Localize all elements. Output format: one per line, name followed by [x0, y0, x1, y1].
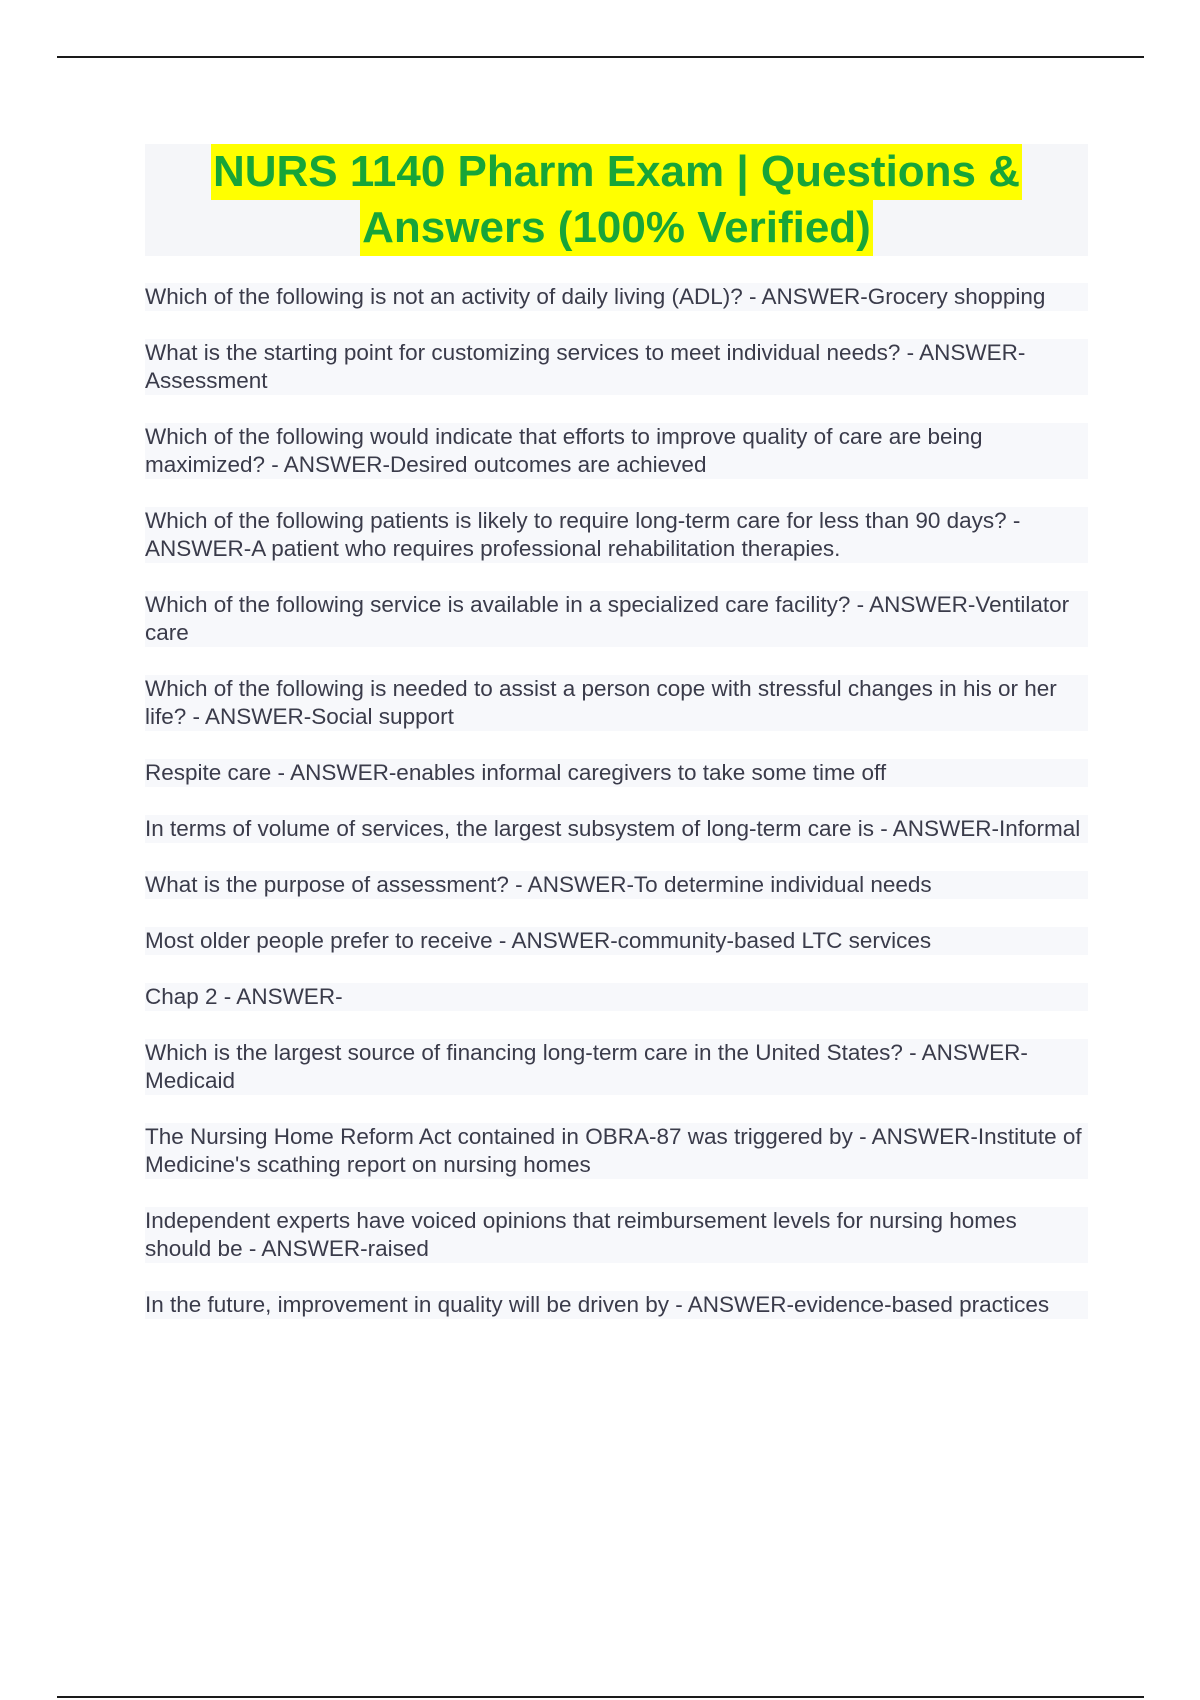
- bottom-rule: [57, 1696, 1144, 1698]
- qa-entry: Which of the following is not an activity of daily living (ADL)? - ANSWER-Grocery shopping: [145, 283, 1088, 311]
- qa-entry: Which of the following patients is likely to require long-term care for less than 90 days? - ANSWER-A patient who requires professional rehabilitation therapies.: [145, 507, 1088, 563]
- qa-entry: Most older people prefer to receive - ANSWER-community-based LTC services: [145, 927, 1088, 955]
- document-title: [145, 144, 1088, 256]
- title-line-1: NURS 1140 Pharm Exam | Questions &: [211, 144, 1022, 200]
- top-rule: [57, 56, 1144, 58]
- qa-entry: Respite care - ANSWER-enables informal caregivers to take some time off: [145, 759, 1088, 787]
- qa-entry: The Nursing Home Reform Act contained in OBRA-87 was triggered by - ANSWER-Institute of Medicine's scathing report on nursing homes: [145, 1123, 1088, 1179]
- qa-entry: What is the purpose of assessment? - ANSWER-To determine individual needs: [145, 871, 1088, 899]
- qa-entry: Chap 2 - ANSWER-: [145, 983, 1088, 1011]
- qa-entry: In the future, improvement in quality will be driven by - ANSWER-evidence-based practices: [145, 1291, 1088, 1319]
- qa-list: [145, 283, 1088, 1347]
- qa-entry: What is the starting point for customizing services to meet individual needs? - ANSWER-Assessment: [145, 339, 1088, 395]
- qa-entry: Which of the following would indicate that efforts to improve quality of care are being maximized? - ANSWER-Desired outcomes are achieved: [145, 423, 1088, 479]
- qa-entry: In terms of volume of services, the largest subsystem of long-term care is - ANSWER-Informal: [145, 815, 1088, 843]
- qa-entry: Independent experts have voiced opinions that reimbursement levels for nursing homes should be - ANSWER-raised: [145, 1207, 1088, 1263]
- qa-entry: Which is the largest source of financing long-term care in the United States? - ANSWER-Medicaid: [145, 1039, 1088, 1095]
- title-line-2: Answers (100% Verified): [360, 200, 873, 256]
- qa-entry: Which of the following service is available in a specialized care facility? - ANSWER-Ventilator care: [145, 591, 1088, 647]
- qa-entry: Which of the following is needed to assist a person cope with stressful changes in his or her life? - ANSWER-Social support: [145, 675, 1088, 731]
